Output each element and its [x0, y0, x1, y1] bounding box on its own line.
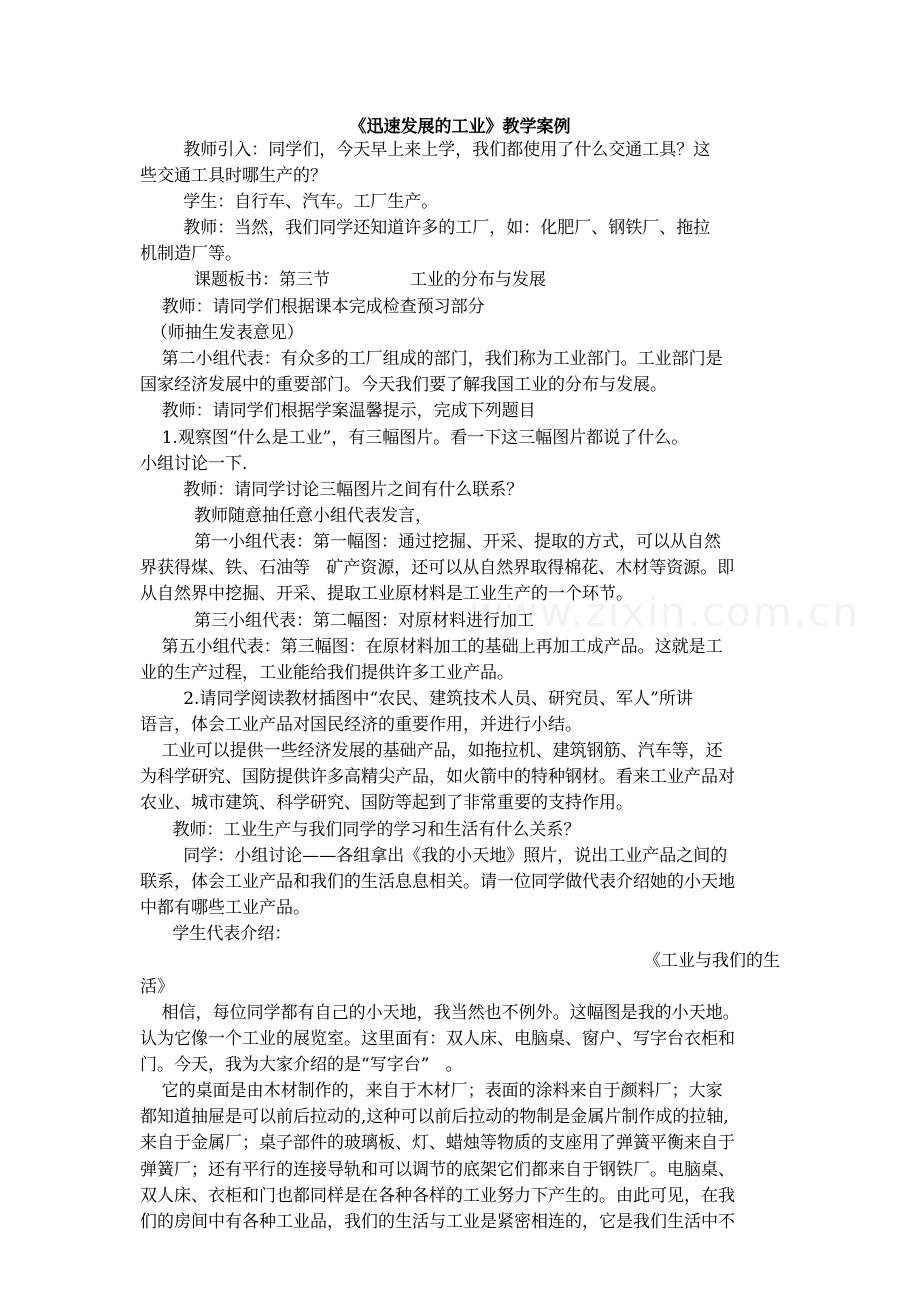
- paragraph-group-five: [140, 634, 780, 686]
- text-line: 都知道抽屉是可以前后拉动的,这种可以前后拉动的物制是金属片制作成的拉轴,: [140, 1107, 729, 1128]
- text-line: 工业可以提供一些经济发展的基础产品，如拖拉机、建筑钢筋、汽车等，还: [140, 741, 723, 761]
- lesson-topic: 工业的分布与发展: [410, 270, 547, 290]
- text-line: 些交通工具时哪生产的？: [140, 166, 327, 187]
- text-line: 2.请同学阅读教材插图中“农民、建筑技术人员、研究员、军人”所讲: [140, 689, 693, 709]
- text-line: 中都有哪些工业产品。: [140, 898, 310, 919]
- lesson-section: 课题板书：第三节: [140, 270, 331, 290]
- text-line: 教师：工业生产与我们同学的学习和生活有什么关系？: [140, 820, 581, 840]
- text-line: 教师引入：同学们，今天早上来上学，我们都使用了什么交通工具？这: [140, 140, 711, 160]
- text-line: 第三小组代表：第二幅图：对原材料进行加工: [140, 611, 535, 631]
- text-line: 弹簧厂；还有平行的连接导轨和可以调节的底架它们都来自于钢铁厂。电脑桌、: [140, 1159, 735, 1180]
- text-line: [140, 267, 780, 293]
- text-line: 同学：小组讨论——各组拿出《我的小天地》照片，说出工业产品之间的: [140, 846, 728, 866]
- text-line: 界获得煤、铁、石油等 矿产资源，还可以从自然界取得棉花、木材等资源。即: [140, 558, 735, 579]
- text-line: 教师：当然，我们同学还知道许多的工厂，如：化肥厂、钢铁厂、拖拉: [140, 218, 711, 238]
- text-line: 1.观察图“什么是工业”，有三幅图片。看一下这三幅图片都说了什么。: [140, 428, 689, 448]
- text-line: （师抽生发表意见）: [140, 323, 304, 343]
- text-line: 小组讨论一下.: [140, 454, 248, 475]
- text-line: 业的生产过程，工业能给我们提供许多工业产品。: [140, 663, 514, 684]
- paragraph-my-space: [140, 1000, 780, 1079]
- paragraph-students-discussion: [140, 843, 780, 922]
- paragraph-group-two: [140, 346, 780, 398]
- text-line: 联系，体会工业产品和我们的生活息息相关。请一位同学做代表介绍她的小天地: [140, 872, 735, 893]
- paragraph-teacher-pick: [140, 503, 780, 529]
- paragraph-desk-description: [140, 1078, 780, 1235]
- document-title: 《迅速发展的工业》教学案例: [349, 117, 571, 137]
- text-line: 第五小组代表：第三幅图：在原材料加工的基础上再加工成产品。这就是工: [140, 637, 723, 657]
- paragraph-essay-title: [140, 948, 780, 1000]
- paragraph-industry-products: [140, 738, 780, 817]
- paragraph-task-two: [140, 686, 780, 738]
- text-line: 《工业与我们的生: [644, 951, 780, 971]
- text-line: 第二小组代表：有众多的工厂组成的部门，我们称为工业部门。工业部门是: [140, 349, 723, 369]
- text-line: 教师：请同学讨论三幅图片之间有什么联系？: [140, 480, 524, 500]
- text-line: 门。今天，我为大家介绍的是“写字台” 。: [140, 1055, 463, 1076]
- watermark: www.zixin.com.cn: [470, 590, 860, 636]
- text-line: 它的桌面是由木材制作的，来自于木材厂；表面的涂料来自于颜料厂；大家: [140, 1081, 723, 1101]
- paragraph-student-answer: [140, 189, 780, 215]
- text-line: 学生代表介绍：: [140, 924, 292, 944]
- paragraph-note: [140, 320, 780, 346]
- paragraph-lesson-title: [140, 267, 780, 293]
- text-line: 认为它像一个工业的展览室。这里面有：双人床、电脑桌、窗户、写字台衣柜和: [140, 1029, 735, 1050]
- text-line: 学生：自行车、汽车。工厂生产。: [140, 192, 439, 212]
- text-line: 们的房间中有各种工业品，我们的生活与工业是紧密相连的，它是我们生活中不: [140, 1212, 735, 1233]
- text-line: 相信，每位同学都有自己的小天地，我当然也不例外。这幅图是我的小天地。: [140, 1003, 740, 1023]
- text-line: 来自于金属厂；桌子部件的玻璃板、灯、蜡烛等物质的支座用了弹簧平衡来自于: [140, 1133, 735, 1154]
- paragraph-student-rep: [140, 921, 780, 947]
- text-line: 第一小组代表：第一幅图：通过挖掘、开采、提取的方式，可以从自然: [140, 532, 722, 552]
- text-line: 语言，体会工业产品对国民经济的重要作用，并进行小结。: [140, 715, 582, 736]
- paragraph-teacher-relation: [140, 817, 780, 843]
- text-line: 从自然界中挖掘、开采、提取工业原材料是工业生产的一个环节。: [140, 584, 633, 605]
- paragraph-teacher-tasks: [140, 398, 780, 424]
- text-line: 教师随意抽任意小组代表发言，: [140, 506, 433, 526]
- paragraph-teacher-factories: [140, 215, 780, 267]
- text-line: 农业、城市建筑、科学研究、国防等起到了非常重要的支持作用。: [140, 793, 633, 814]
- text-line: 双人床、衣柜和门也都同样是在各种各样的工业努力下产生的。由此可见，在我: [140, 1185, 735, 1206]
- text-line: 为科学研究、国防提供许多高精尖产品，如火箭中的特种钢材。看来工业产品对: [140, 767, 735, 788]
- text-line: 国家经济发展中的重要部门。今天我们要了解我国工业的分布与发展。: [140, 375, 667, 396]
- paragraph-teacher-question: [140, 477, 780, 503]
- text-line: 教师：请同学们根据学案温馨提示，完成下列题目: [140, 401, 536, 421]
- text-line: 活》: [140, 977, 174, 998]
- text-line: 机制造厂等。: [140, 244, 242, 265]
- text-line: 教师：请同学们根据课本完成检查预习部分: [140, 297, 485, 317]
- paragraph-teacher-intro: [140, 137, 780, 189]
- paragraph-teacher-preview: [140, 294, 780, 320]
- paragraph-task-one: [140, 425, 780, 477]
